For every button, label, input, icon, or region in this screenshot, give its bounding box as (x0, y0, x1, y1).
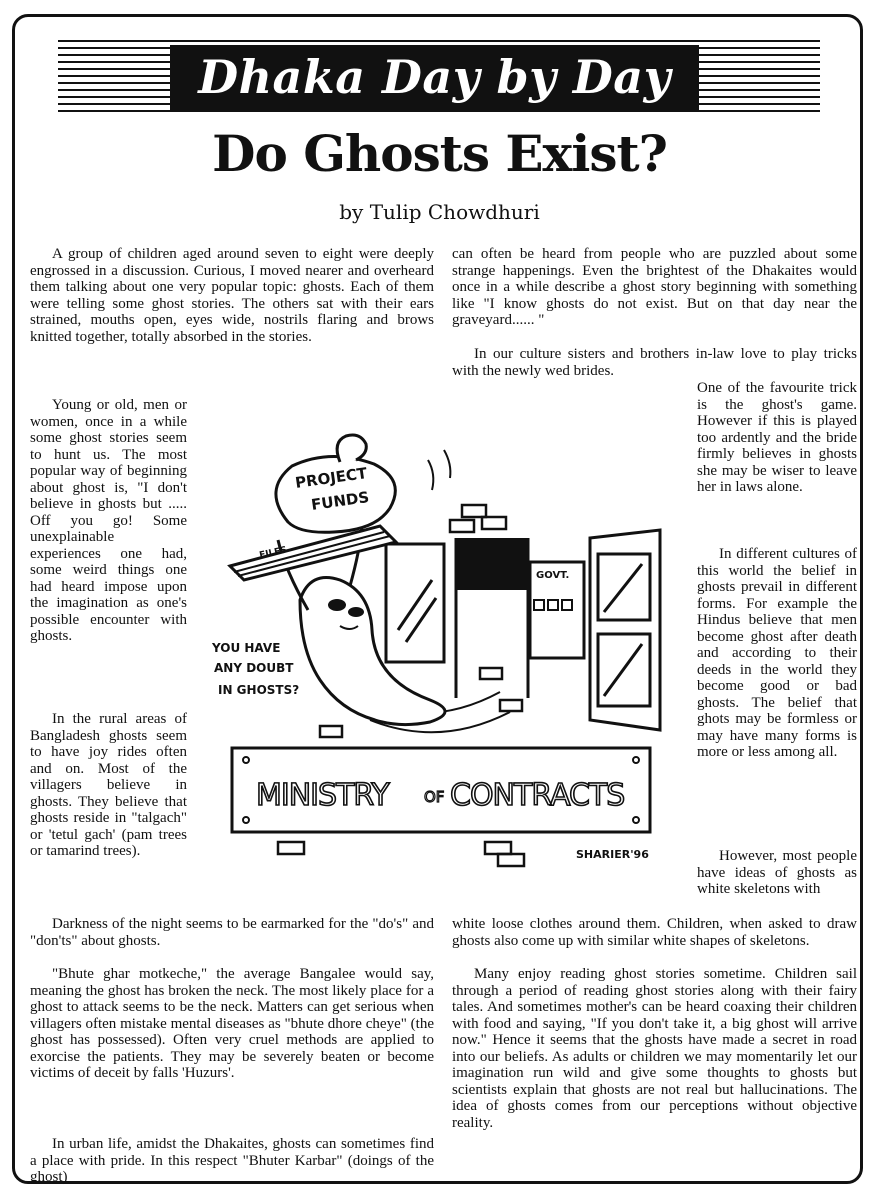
ghost-figure (300, 578, 445, 725)
cartoon-illustration (200, 430, 670, 870)
door-icon (590, 530, 660, 730)
bag-label: FUNDS (310, 488, 371, 514)
sign-text: OF (424, 788, 445, 806)
paragraph: Young or old, men or women, once in a while some ghost stories seem to hunt us. The most popular way of beginning about ghost is, "I don't believe in ghosts but ..... Off you go! Some unexplainable experiences one had, some weird things one had heard impose upon the imagination as one's possible encounter with ghosts. (30, 397, 187, 644)
money-bag-icon (276, 435, 395, 532)
paragraph: Darkness of the night seems to be earmarked for the "do's" and "don'ts" about ghosts. (30, 916, 434, 949)
byline: by Tulip Chowdhuri (339, 200, 540, 224)
headline: Do Ghosts Exist? (212, 124, 667, 183)
artist-signature: SHARIER'96 (576, 848, 649, 861)
paragraph: A group of children aged around seven to eight were deeply engrossed in a discussion. Curious, I moved nearer and overheard them talking about one very popular topic: ghosts. Each of them were telling some ghost stories. The others sat with their ears strained, mouths open, eyes wide, nostrils flaring and brows knitted together, totally absorbed in the stories. (30, 246, 434, 345)
speech-text: ANY DOUBT (214, 661, 294, 675)
cabinet-label: GOVT. (536, 570, 570, 581)
masthead-title: Dhaka Day by Day (198, 50, 671, 104)
window-icon (386, 544, 444, 662)
paragraph: In the rural areas of Bangladesh ghosts seem to have joy rides often and on. Most of the villagers believe in ghosts. They believe that ghosts reside in "talgach" or 'tetul gach' (pam trees or tamarind trees). (30, 711, 187, 859)
paragraph: can often be heard from people who are puzzled about some strange happenings. Even the brightest of the Dhakaites would once in a while describe a ghost story beginning with something like "I know ghosts do not exist. But on that day near the graveyard...... " (452, 246, 857, 328)
sign-text: CONTRACTS (450, 778, 625, 813)
bag-label: PROJECT (294, 464, 369, 492)
paragraph: In urban life, amidst the Dhakaites, ghosts can sometimes find a place with pride. In this respect "Bhuter Karbar" (doings of the ghost) (30, 1136, 434, 1185)
sign-text: MINISTRY (256, 778, 389, 813)
paragraph: Many enjoy reading ghost stories sometime. Children sail through a period of reading ghost stories along with their fairy tales. And sometimes mother's can be heard coaxing their children with food and saying, "If you don't take it, a big ghost will arrive now." Hence it seems that the ghosts have made a secret in road into our beliefs. As adults or children we may momentarily let our imagination run wild and give some thoughts to ghosts but scientists explain that ghosts are not real but hallucinations. The idea of ghosts comes from our perceptions without objective reality. (452, 966, 857, 1131)
paragraph: In our culture sisters and brothers in-law love to play tricks with the newly wed brides. (452, 346, 857, 379)
paragraph: However, most people have ideas of ghosts as white skeletons with (697, 848, 857, 897)
speech-text: IN GHOSTS? (218, 683, 300, 697)
paragraph: In different cultures of this world the belief in ghosts prevail in different forms. For example the Hindus believe that men become ghost after death and according to their deeds in the world they become good or bad ghosts. The belief that ghots may be formless or may have many forms is more or less among all. (697, 546, 857, 760)
doorway (456, 538, 528, 590)
files-label: FILES (258, 545, 288, 561)
speech-text: YOU HAVE (212, 641, 281, 655)
files-stack (230, 526, 396, 580)
ghost-eye (348, 607, 364, 617)
ministry-sign (232, 748, 650, 832)
paragraph: white loose clothes around them. Children, when asked to draw ghosts also come up with similar white shapes of skeletons. (452, 916, 857, 949)
ghost-eye (328, 599, 346, 611)
filing-cabinet (530, 562, 584, 658)
paragraph: "Bhute ghar motkeche," the average Bangalee would say, meaning the ghost has broken the neck. The most likely place for a ghost to attack seems to be the neck. Matters can get serious when villagers often mistake mental diseases as "bhute dhore cheye" (the ghost has possessed). Often very cruel methods are applied to exorcise the patients. They may be severely beaten or become victims of deceit by falls 'Huzurs'. (30, 966, 434, 1081)
paragraph: One of the favourite trick is the ghost's game. However if this is played too ardently and the bride firmly believes in ghosts she may be wiser to leave her in laws alone. (697, 380, 857, 495)
